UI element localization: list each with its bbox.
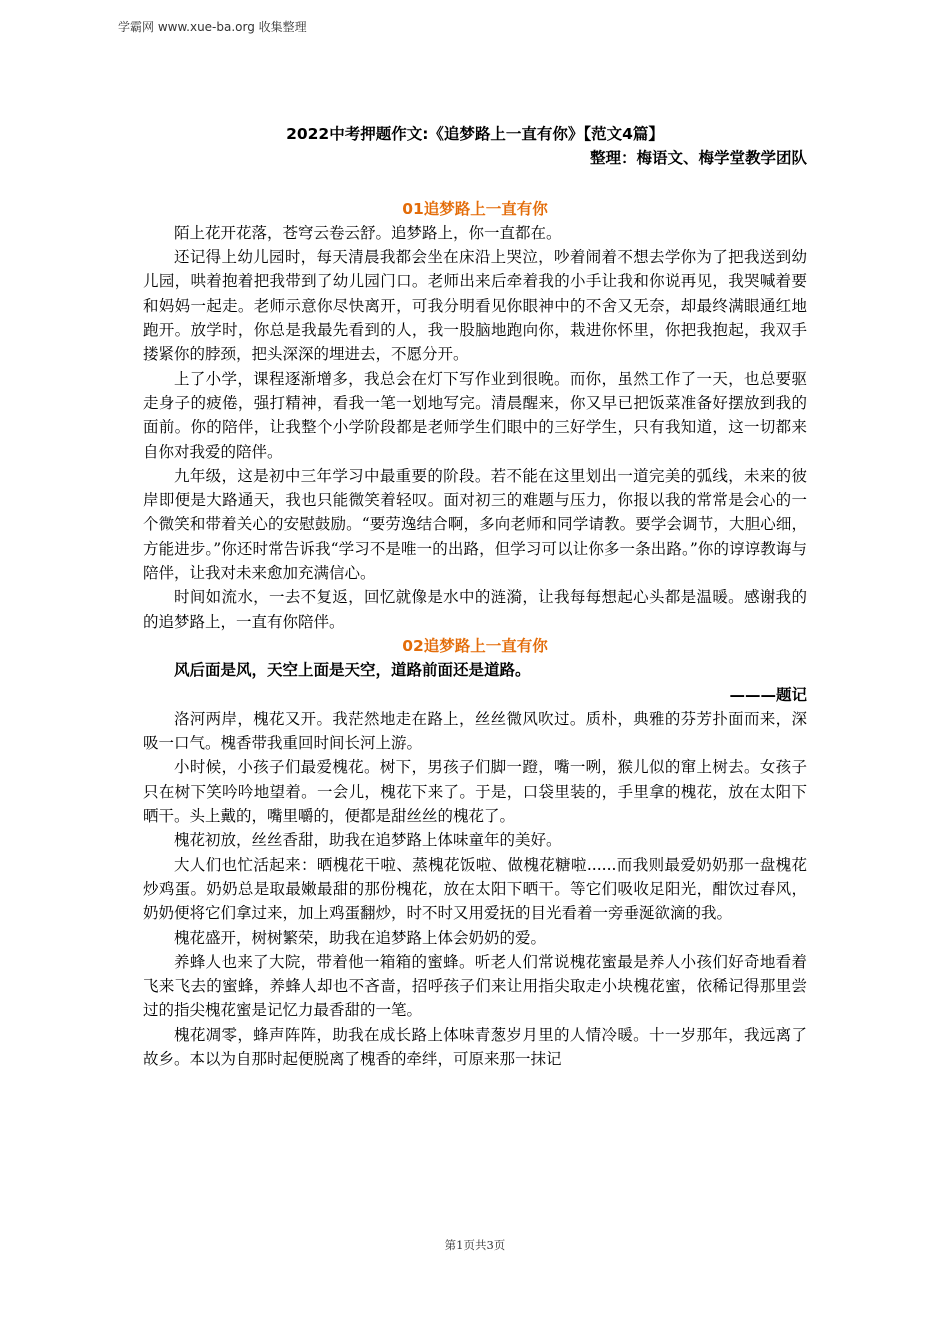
epigraph: 风后面是风，天空上面是天空，道路前面还是道路。 — [174, 661, 531, 680]
paragraph: 养蜂人也来了大院，带着他一箱箱的蜜蜂。听老人们常说槐花蜜最是养人小孩们好奇地看着飞来飞去的蜜蜂，养蜂人却也不吝啬，招呼孩子们来让用指尖取走小块槐花蜜，依稀记得那里尝过的指尖槐花蜜是记忆力最香甜的一笔。 — [143, 952, 807, 1020]
paragraph: 大人们也忙活起来：晒槐花干啦、蒸槐花饭啦、做槐花糖啦......而我则最爱奶奶那一盘槐花炒鸡蛋。奶奶总是取最嫩最甜的那份槐花，放在太阳下晒干。等它们吸收足阳光，酣饮过春风，奶奶便将它们拿过来，加上鸡蛋翻炒，时不时又用爱抚的目光看着一旁垂涎欲滴的我。 — [143, 855, 807, 923]
section-title-02: 02追梦路上一直有你 — [402, 636, 548, 655]
epigraph-signature: ———题记 — [729, 685, 807, 704]
page-number: 第1页共3页 — [444, 1238, 506, 1252]
paragraph: 小时候，小孩子们最爱槐花。树下，男孩子们脚一蹬，嘴一咧，猴儿似的窜上树去。女孩子只在树下笑吟吟地望着。一会儿，槐花下来了。于是，口袋里装的，手里拿的槐花，放在太阳下晒干。头上戴的，嘴里嚼的，便都是甜丝丝的槐花了。 — [143, 758, 807, 826]
section-title-01: 01追梦路上一直有你 — [402, 199, 548, 218]
paragraph: 槐花初放，丝丝香甜，助我在追梦路上体味童年的美好。 — [174, 831, 562, 850]
paragraph: 洛河两岸，槐花又开。我茫然地走在路上，丝丝微风吹过。质朴，典雅的芬芳扑面而来，深吸一口气。槐香带我重回时间长河上游。 — [143, 709, 807, 753]
document-body — [143, 122, 807, 1071]
document-title: 2022中考押题作文:《追梦路上一直有你》【范文4篇】 — [286, 125, 664, 143]
paragraph: 九年级，这是初中三年学习中最重要的阶段。若不能在这里划出一道完美的弧线，未来的彼岸即便是大路通天，我也只能微笑着轻叹。面对初三的难题与压力，你报以我的常常是会心的一个微笑和带着关心的安慰鼓励。“要劳逸结合啊，多向老师和同学请教。要学会调节，大胆心细，方能进步。”你还时常告诉我“学习不是唯一的出路，但学习可以让你多一条出路。”你的谆谆教诲与陪伴，让我对未来愈加充满信心。 — [143, 466, 807, 583]
paragraph: 时间如流水，一去不复返，回忆就像是水中的涟漪，让我每每想起心头都是温暖。感谢我的的追梦路上，一直有你陪伴。 — [143, 588, 807, 631]
paragraph: 还记得上幼儿园时，每天清晨我都会坐在床沿上哭泣，吵着闹着不想去学你为了把我送到幼儿园，哄着抱着把我带到了幼儿园门口。老师出来后牵着我的小手让我和你说再见，我哭喊着要和妈妈一起走。老师示意你尽快离开，可我分明看见你眼神中的不舍又无奈，却最终满眼通红地跑开。放学时，你总是我最先看到的人，我一股脑地跑向你，栽进你怀里，你把我抱起，我双手搂紧你的脖颈，把头深深的埋进去，不愿分开。 — [143, 248, 807, 364]
paragraph: 槐花盛开，树树繁荣，助我在追梦路上体会奶奶的爱。 — [174, 928, 547, 947]
document-organizer: 整理：梅语文、梅学堂教学团队 — [589, 149, 807, 168]
paragraph: 上了小学，课程逐渐增多，我总会在灯下写作业到很晚。而你，虽然工作了一天，也总要驱走身子的疲倦，强打精神，看我一笔一划地写完。清晨醒来，你又早已把饭菜准备好摆放到我的面前。你的陪伴，让我整个小学阶段都是老师学生们眼中的三好学生，只有我知道，这一切都来自你对我爱的陪伴。 — [143, 369, 807, 461]
paragraph: 陌上花开花落，苍穹云卷云舒。追梦路上，你一直都在。 — [174, 223, 562, 242]
paragraph: 槐花凋零，蜂声阵阵，助我在成长路上体味青葱岁月里的人情冷暖。十一岁那年，我远离了故乡。本以为自那时起便脱离了槐香的牵绊，可原来那一抹记 — [143, 1025, 807, 1068]
page-header: 学霸网 www.xue-ba.org 收集整理 — [118, 20, 307, 34]
